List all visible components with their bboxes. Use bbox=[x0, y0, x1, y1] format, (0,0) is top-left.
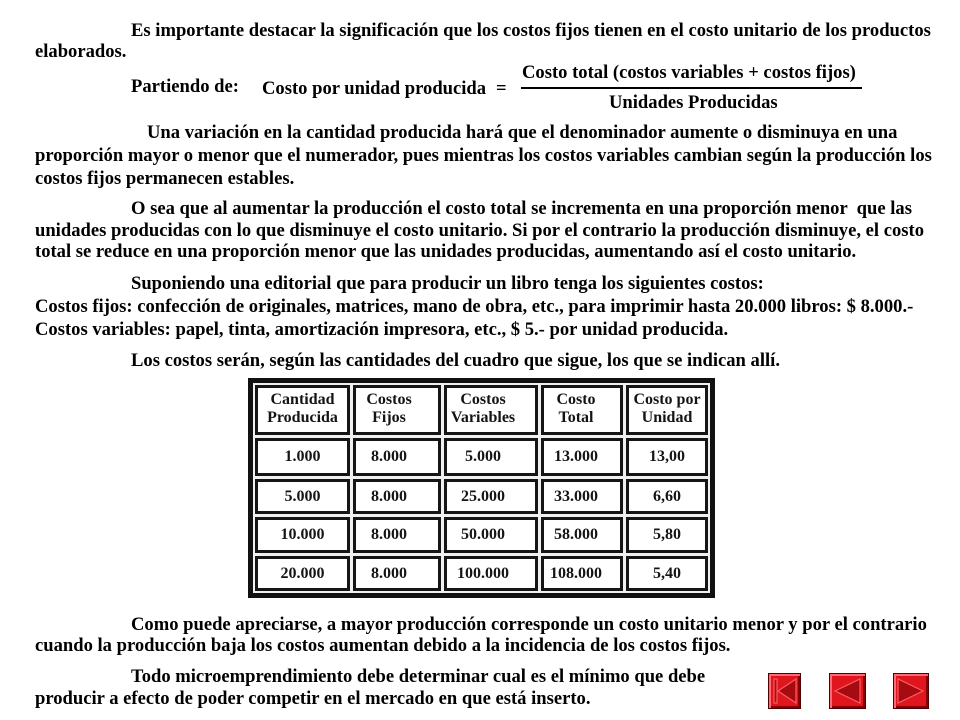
table-header-cell bbox=[541, 385, 623, 435]
table-cell: 13,00 bbox=[626, 438, 708, 476]
table-header-cell bbox=[353, 385, 441, 435]
formula-lead-text: Partiendo de: bbox=[131, 76, 239, 97]
table-cell: 58.000 bbox=[541, 517, 623, 553]
consequence-paragraph bbox=[35, 198, 924, 263]
table-cell: 8.000 bbox=[353, 479, 441, 514]
conclusion-paragraph bbox=[35, 614, 927, 656]
table-header-cell bbox=[444, 385, 538, 435]
table-cell: 8.000 bbox=[353, 517, 441, 553]
table-header-text: Total bbox=[558, 408, 594, 426]
first-slide-button[interactable] bbox=[768, 673, 801, 709]
table-header-text: Costos bbox=[366, 390, 412, 408]
variation-paragraph bbox=[35, 121, 932, 190]
paragraph-line: Una variación en la cantidad producida hará que el denominador aumente o disminuya en una bbox=[147, 122, 898, 143]
table-cell: 1.000 bbox=[255, 438, 350, 476]
table-header-text: Unidad bbox=[641, 408, 693, 426]
table-cell: 50.000 bbox=[444, 517, 538, 553]
table-intro-paragraph bbox=[35, 350, 780, 372]
table-cell: 5,80 bbox=[626, 517, 708, 553]
variable-costs-line: Costos variables: papel, tinta, amortización impresora, etc., $ 5.- por unidad producida. bbox=[35, 319, 729, 340]
table-cell: 5.000 bbox=[444, 438, 538, 476]
table-header-text: Costos bbox=[460, 390, 506, 408]
table-cell: 25.000 bbox=[444, 479, 538, 514]
closing-paragraph bbox=[35, 666, 705, 710]
example-paragraph bbox=[35, 272, 913, 341]
table-cell: 108.000 bbox=[541, 556, 623, 591]
table-header-cell bbox=[255, 385, 350, 435]
table-cell: 20.000 bbox=[255, 556, 350, 591]
paragraph-line: Suponiendo una editorial que para producir un libro tenga los siguientes costos: bbox=[131, 273, 764, 294]
paragraph-line: proporción mayor o menor que el numerador, pues mientras los costos variables cambian según la producción los bbox=[35, 145, 932, 166]
table-cell: 33.000 bbox=[541, 479, 623, 514]
paragraph-line: Como puede apreciarse, a mayor producción corresponde un costo unitario menor y por el contrario bbox=[131, 614, 927, 635]
table-cell: 5.000 bbox=[255, 479, 350, 514]
formula-numerator: Costo total (costos variables + costos fijos) bbox=[522, 62, 856, 83]
next-slide-icon bbox=[894, 674, 928, 708]
formula-left-side: Costo por unidad producida bbox=[262, 78, 487, 99]
paragraph-line: Todo microemprendimiento debe determinar cual es el mínimo que debe bbox=[131, 666, 706, 687]
table-cell: 10.000 bbox=[255, 517, 350, 553]
next-slide-button[interactable] bbox=[893, 673, 929, 709]
cost-table bbox=[248, 378, 715, 598]
previous-slide-icon bbox=[830, 674, 865, 708]
paragraph-line: producir a efecto de poder competir en el mercado en que está inserto. bbox=[35, 688, 591, 709]
table-header-text: Producida bbox=[267, 408, 338, 426]
table-header-text: Costo por bbox=[633, 390, 701, 408]
table-header-text: Fijos bbox=[372, 408, 406, 426]
fraction-bar bbox=[521, 87, 862, 89]
table-cell: 6,60 bbox=[626, 479, 708, 514]
table-cell: 13.000 bbox=[541, 438, 623, 476]
table-cell: 8.000 bbox=[353, 438, 441, 476]
paragraph-line: elaborados. bbox=[35, 40, 127, 62]
paragraph-line: costos fijos permanecen estables. bbox=[35, 168, 295, 189]
previous-slide-button[interactable] bbox=[829, 673, 866, 709]
formula-denominator: Unidades Producidas bbox=[609, 92, 778, 113]
equals-sign: = bbox=[496, 78, 507, 99]
paragraph-line: Los costos serán, según las cantidades del cuadro que sigue, los que se indican allí. bbox=[131, 350, 780, 371]
table-header-cell bbox=[626, 385, 708, 435]
paragraph-line: unidades producidas con lo que disminuye el costo unitario. Si por el contrario la producción disminuye, el costo bbox=[35, 219, 924, 241]
paragraph-line: O sea que al aumentar la producción el costo total se incrementa en una proporción menor que las bbox=[131, 198, 912, 219]
fixed-costs-line: Costos fijos: confección de originales, matrices, mano de obra, etc., para imprimir hasta 20.000 libros: $ 8.000.- bbox=[35, 296, 914, 317]
paragraph-line: Es importante destacar la significación que los costos fijos tienen en el costo unitario de los productos bbox=[131, 20, 931, 41]
table-header-text: Variables bbox=[450, 408, 516, 426]
table-header-text: Cantidad bbox=[270, 390, 335, 408]
table-cell: 100.000 bbox=[444, 556, 538, 591]
first-slide-icon bbox=[769, 674, 800, 708]
table-header-text: Costo bbox=[556, 390, 596, 408]
paragraph-line: total se reduce en una proporción menor que las unidades producidas, aumentando así el costo unitario. bbox=[35, 241, 857, 262]
table-cell: 8.000 bbox=[353, 556, 441, 591]
intro-paragraph bbox=[35, 21, 931, 62]
table-cell: 5,40 bbox=[626, 556, 708, 591]
paragraph-line: cuando la producción baja los costos aumentan debido a la incidencia de los costos fijos. bbox=[35, 635, 731, 656]
